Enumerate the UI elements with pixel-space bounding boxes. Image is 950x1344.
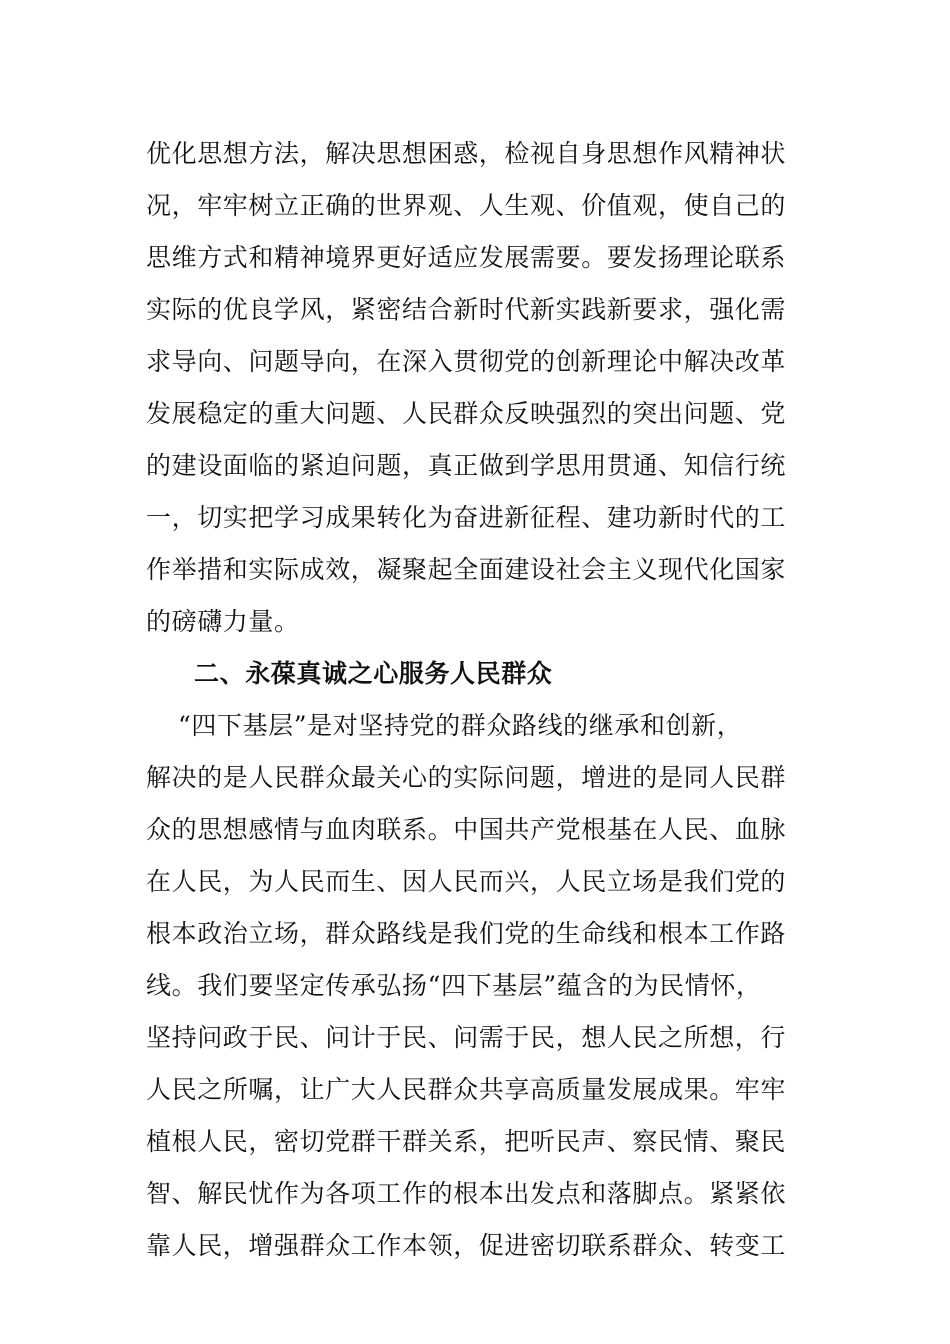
text-line: 实际的优良学风，紧密结合新时代新实践新要求，强化需 [146,295,787,324]
text-line: 众的思想感情与血肉联系。中国共产党根基在人民、血脉 [146,815,787,844]
text-line: 的磅礴力量。 [146,607,300,636]
text-line: 人民之所嘱，让广大人民群众共享高质量发展成果。牢牢 [146,1075,787,1104]
text-line: 智、解民忧作为各项工作的根本出发点和落脚点。紧紧依 [146,1179,787,1208]
text-line: 解决的是人民群众最关心的实际问题，增进的是同人民群 [146,763,787,792]
text-line: 在人民，为人民而生、因人民而兴，人民立场是我们党的 [146,867,787,896]
text-line: 植根人民，密切党群干群关系，把听民声、察民情、聚民 [146,1127,787,1156]
text-line: 优化思想方法，解决思想困惑，检视自身思想作风精神状 [146,139,787,168]
text-line: 作举措和实际成效，凝聚起全面建设社会主义现代化国家 [146,555,787,584]
text-line: 坚持问政于民、问计于民、问需于民，想人民之所想，行 [146,1023,787,1052]
document-body [146,132,786,1276]
text-line: “四下基层”是对坚持党的群众路线的继承和创新， [178,711,743,740]
text-line: 思维方式和精神境界更好适应发展需要。要发扬理论联系 [146,243,787,272]
text-line: 况，牢牢树立正确的世界观、人生观、价值观，使自己的 [146,191,787,220]
text-line: 靠人民，增强群众工作本领，促进密切联系群众、转变工 [146,1231,787,1260]
text-line: 线。我们要坚定传承弘扬“四下基层”蕴含的为民情怀， [146,971,762,1000]
section-heading: 二、永葆真诚之心服务人民群众 [194,659,553,688]
text-line: 求导向、问题导向，在深入贯彻党的创新理论中解决改革 [146,347,787,376]
text-line: 的建设面临的紧迫问题，真正做到学思用贯通、知信行统 [146,451,787,480]
text-line: 根本政治立场，群众路线是我们党的生命线和根本工作路 [146,919,787,948]
text-line: 发展稳定的重大问题、人民群众反映强烈的突出问题、党 [146,399,787,428]
text-line: 一，切实把学习成果转化为奋进新征程、建功新时代的工 [146,503,787,532]
